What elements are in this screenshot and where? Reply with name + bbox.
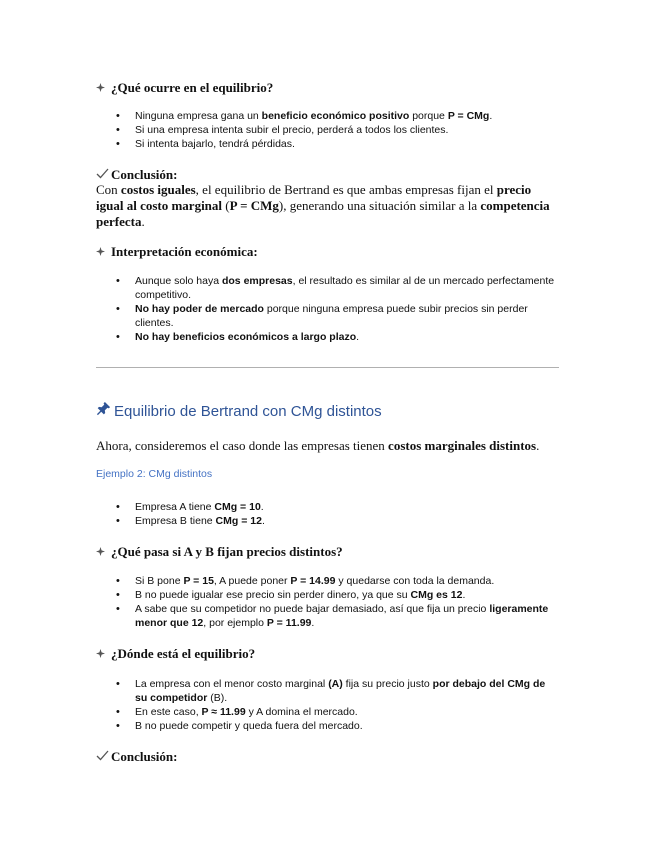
- interpretation-list: [96, 274, 560, 344]
- list-item: • No hay poder de mercado porque ninguna empresa puede subir precios sin perder clientes.: [96, 302, 560, 330]
- list-item: • La empresa con el menor costo marginal (A) fija su precio justo por debajo del CMg de su competidor (B).: [96, 677, 560, 705]
- section-title-distinct-cmg: Equilibrio de Bertrand con CMg distintos: [96, 401, 382, 420]
- list-item: • No hay beneficios económicos a largo plazo.: [96, 330, 560, 344]
- conclusion-text: Con costos iguales, el equilibrio de Bertrand es que ambas empresas fijan el precio igual al costo marginal (P = CMg), generando una situación similar a la competencia perfecta.: [96, 182, 550, 229]
- list-item: • Aunque solo haya dos empresas, el resultado es similar al de un mercado perfectamente competitivo.: [96, 274, 560, 302]
- example-title: Ejemplo 2: CMg distintos: [96, 468, 213, 480]
- equilibrium-list: [96, 109, 560, 151]
- list-item: • Si una empresa intenta subir el precio, perderá a todos los clientes.: [96, 123, 560, 137]
- section-heading-interpretation: Interpretación económica:: [96, 244, 258, 259]
- list-item: • Empresa B tiene CMg = 12.: [96, 514, 560, 528]
- list-item: • A sabe que su competidor no puede bajar demasiado, así que fija un precio ligeramente menor que 12, por ejemplo P = 11.99.: [96, 602, 560, 630]
- check-icon: [96, 167, 109, 182]
- list-item: • Empresa A tiene CMg = 10.: [96, 500, 560, 514]
- where-equilibrium-list: [96, 677, 560, 733]
- conclusion-heading-2: Conclusión:: [96, 749, 177, 764]
- list-item: • B no puede competir y queda fuera del mercado.: [96, 719, 560, 733]
- horizontal-divider: [96, 367, 559, 368]
- conclusion-heading: Conclusión:: [96, 167, 177, 182]
- example-list: [96, 500, 560, 528]
- diamond-icon: [96, 544, 109, 559]
- section-heading-distinct-prices: ¿Qué pasa si A y B fijan precios distintos?: [96, 544, 343, 559]
- intro-text: Ahora, consideremos el caso donde las empresas tienen costos marginales distintos.: [96, 438, 540, 453]
- check-icon: [96, 749, 109, 764]
- pushpin-icon: [96, 401, 114, 420]
- distinct-prices-list: [96, 574, 560, 630]
- list-item: • Si intenta bajarlo, tendrá pérdidas.: [96, 137, 560, 151]
- list-item: • En este caso, P ≈ 11.99 y A domina el mercado.: [96, 705, 560, 719]
- diamond-icon: [96, 244, 109, 259]
- section-heading-where-equilibrium: ¿Dónde está el equilibrio?: [96, 646, 255, 661]
- list-item: • Si B pone P = 15, A puede poner P = 14.99 y quedarse con toda la demanda.: [96, 574, 560, 588]
- diamond-icon: [96, 80, 109, 95]
- list-item: • B no puede igualar ese precio sin perder dinero, ya que su CMg es 12.: [96, 588, 560, 602]
- section-heading-equilibrium: ¿Qué ocurre en el equilibrio?: [96, 80, 273, 95]
- list-item: • Ninguna empresa gana un beneficio económico positivo porque P = CMg.: [96, 109, 560, 123]
- diamond-icon: [96, 646, 109, 661]
